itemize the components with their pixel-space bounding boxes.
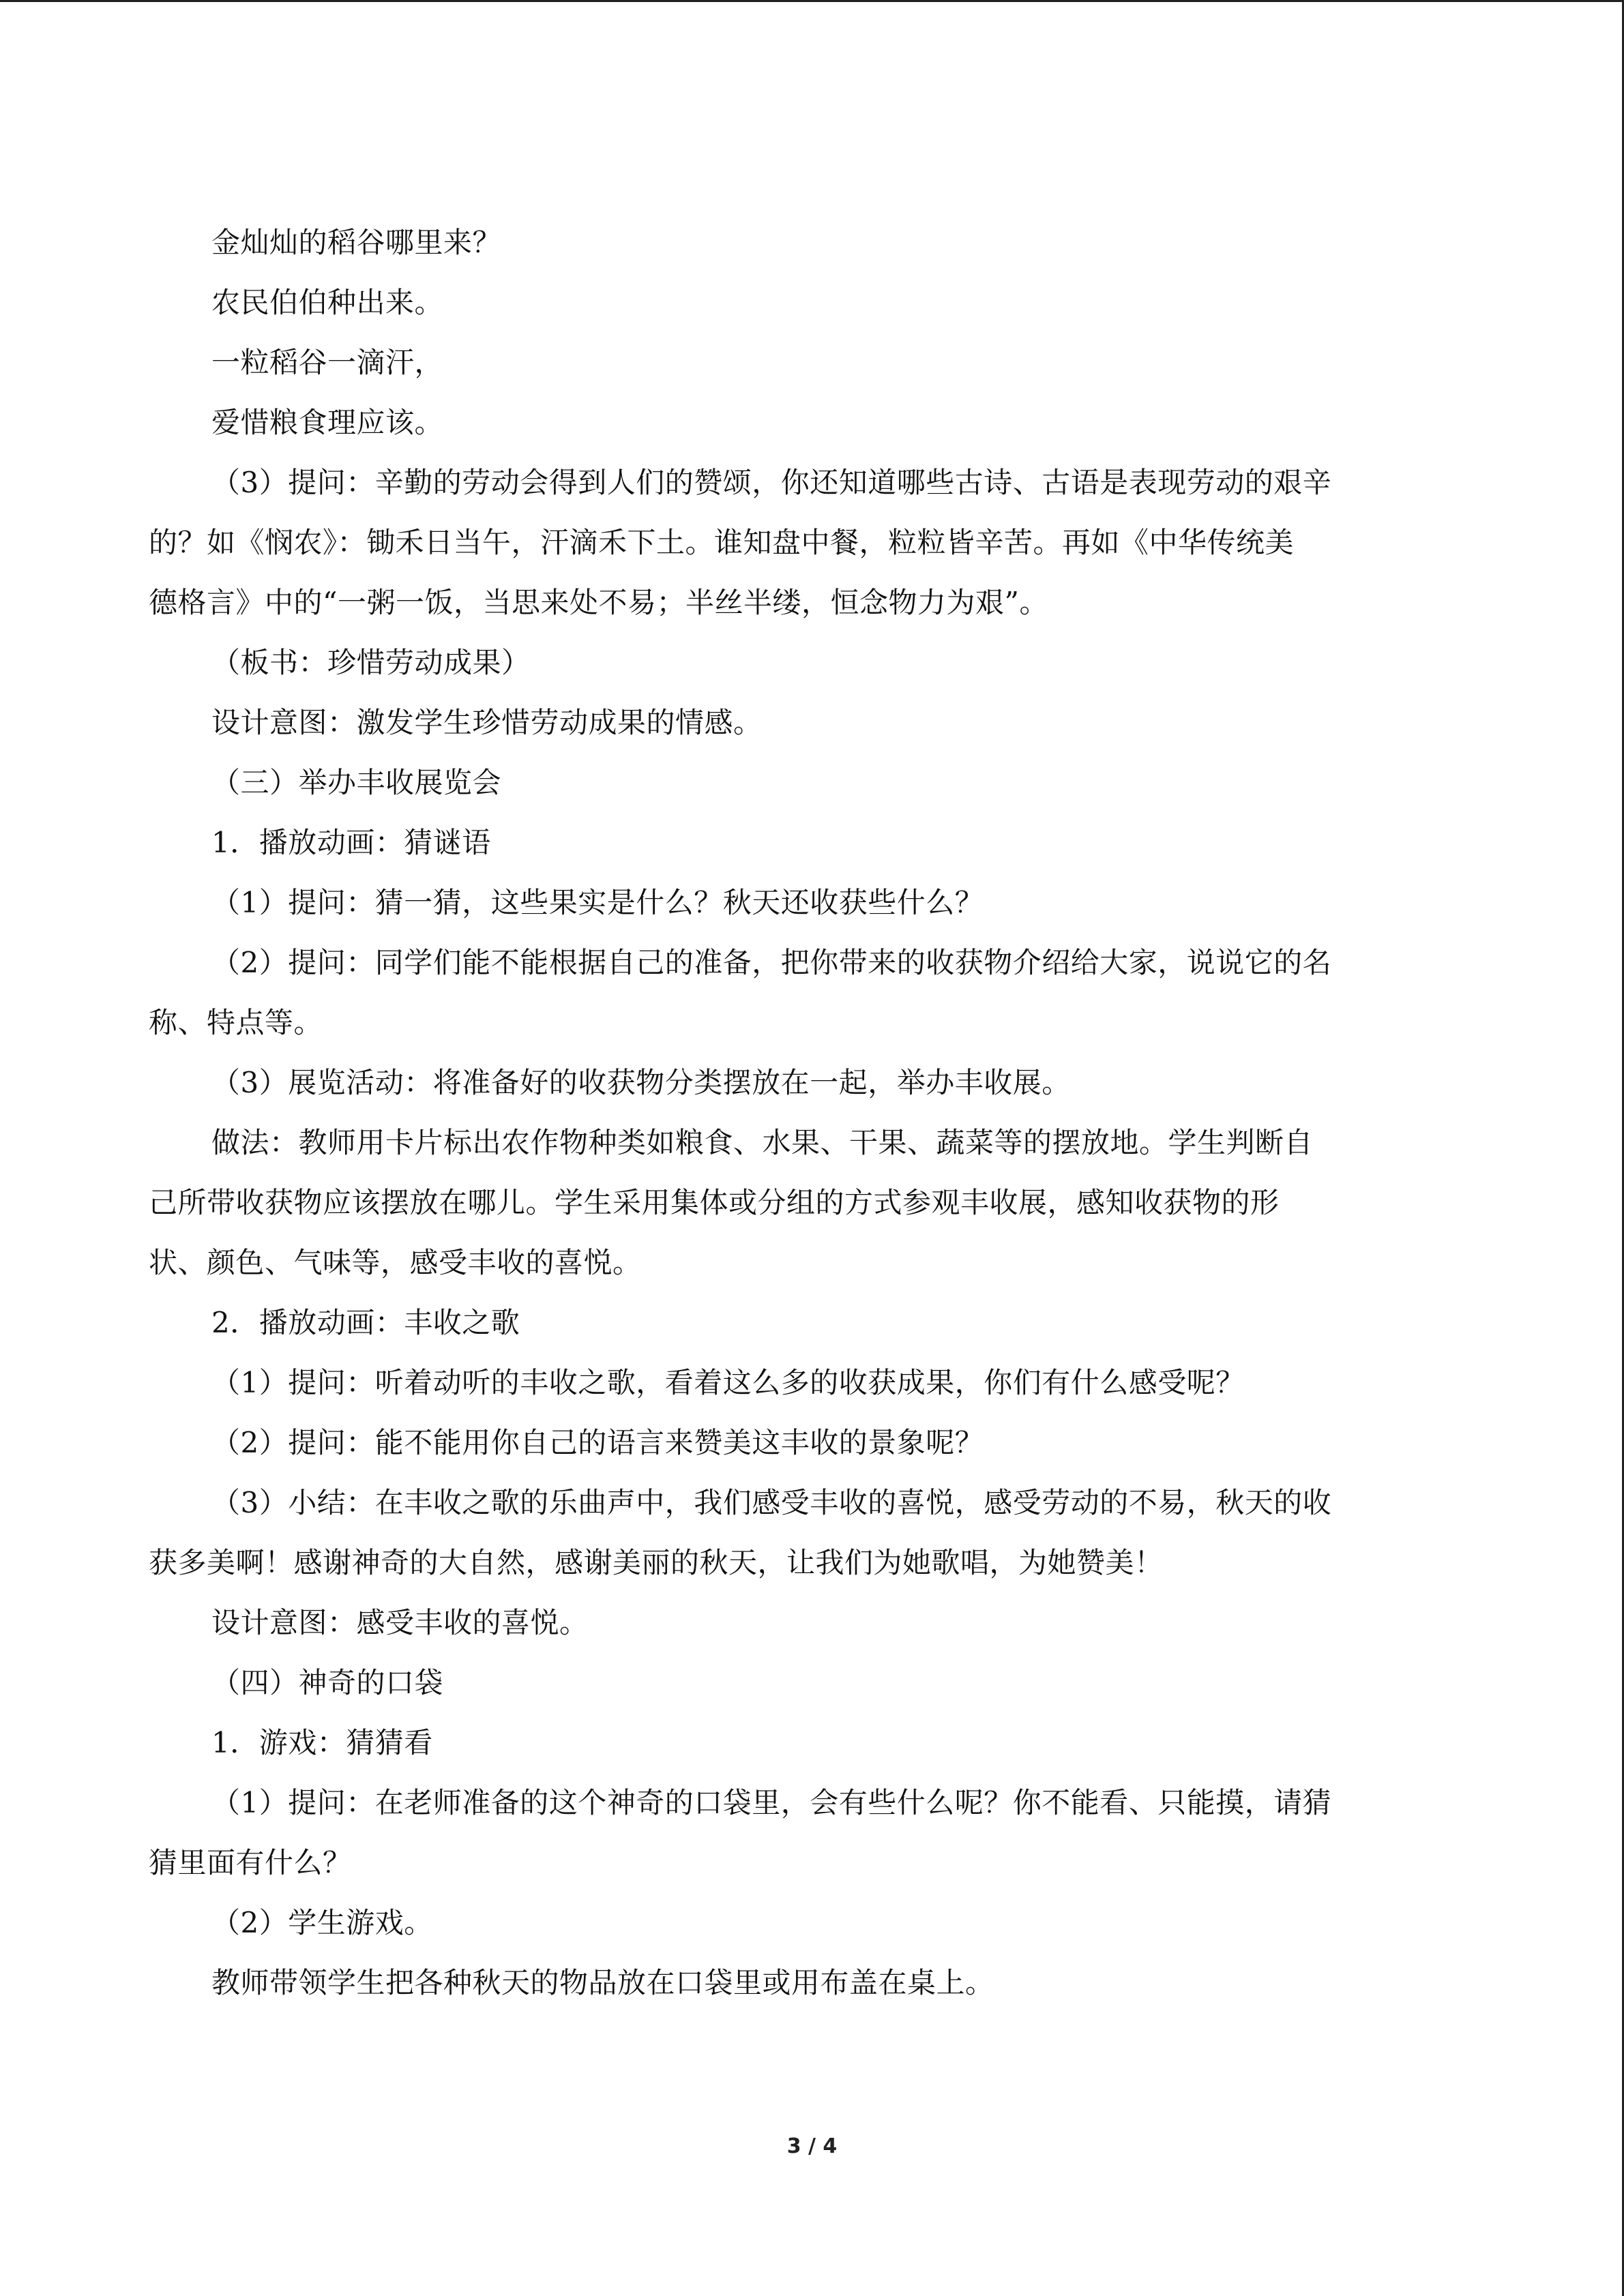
text-line: （2）提问：同学们能不能根据自己的准备，把你带来的收获物介绍给大家，说说它的名 (211, 946, 1332, 979)
section-heading: （三）举办丰收展览会 (211, 766, 502, 799)
text-line: 己所带收获物应该摆放在哪儿。学生采用集体或分组的方式参观丰收展，感知收获物的形 (149, 1186, 1280, 1219)
page-number: 3 / 4 (786, 2134, 838, 2158)
text-line: 一粒稻谷一滴汗， (211, 346, 444, 379)
subsection-heading: 1．播放动画：猜谜语 (211, 826, 491, 859)
text-line: （2）学生游戏。 (211, 1906, 433, 1939)
text-line: （1）提问：听着动听的丰收之歌，看着这么多的收获成果，你们有什么感受呢？ (211, 1366, 1245, 1399)
text-line: （1）提问：在老师准备的这个神奇的口袋里，会有些什么呢？你不能看、只能摸，请猜 (211, 1786, 1332, 1819)
text-line: （1）提问：猜一猜，这些果实是什么？秋天还收获些什么？ (211, 886, 984, 919)
text-line: 爱惜粮食理应该。 (211, 406, 444, 439)
text-line: （3）提问：辛勤的劳动会得到人们的赞颂，你还知道哪些古诗、古语是表现劳动的艰辛 (211, 466, 1332, 499)
text-line: （板书：珍惜劳动成果） (211, 646, 531, 679)
design-intent-line: 设计意图：感受丰收的喜悦。 (211, 1606, 589, 1639)
document-body (149, 213, 1480, 2013)
top-border-rule (0, 0, 1624, 2)
text-line: 状、颜色、气味等，感受丰收的喜悦。 (149, 1246, 642, 1279)
text-line: 金灿灿的稻谷哪里来？ (211, 226, 502, 259)
subsection-heading: 2．播放动画：丰收之歌 (211, 1306, 520, 1339)
text-line: 称、特点等。 (149, 1006, 323, 1039)
design-intent-line: 设计意图：激发学生珍惜劳动成果的情感。 (211, 706, 763, 739)
section-heading: （四）神奇的口袋 (211, 1666, 444, 1699)
text-line: 做法：教师用卡片标出农作物种类如粮食、水果、干果、蔬菜等的摆放地。学生判断自 (211, 1126, 1314, 1159)
text-line: 猜里面有什么？ (149, 1846, 352, 1879)
text-line: 德格言》中的“一粥一饭，当思来处不易；半丝半缕，恒念物力为艰”。 (149, 586, 1048, 619)
text-line: 教师带领学生把各种秋天的物品放在口袋里或用布盖在桌上。 (211, 1966, 994, 1999)
subsection-heading: 1．游戏：猜猜看 (211, 1726, 433, 1759)
text-line: （3）小结：在丰收之歌的乐曲声中，我们感受丰收的喜悦，感受劳动的不易，秋天的收 (211, 1486, 1332, 1519)
text-line: 获多美啊！感谢神奇的大自然，感谢美丽的秋天，让我们为她歌唱，为她赞美！ (149, 1546, 1164, 1579)
text-line: （3）展览活动：将准备好的收获物分类摆放在一起，举办丰收展。 (211, 1066, 1071, 1099)
text-line: 农民伯伯种出来。 (211, 286, 444, 319)
text-line: （2）提问：能不能用你自己的语言来赞美这丰收的景象呢？ (211, 1426, 984, 1459)
text-line: 的？如《悯农》：锄禾日当午，汗滴禾下土。谁知盘中餐，粒粒皆辛苦。再如《中华传统美 (149, 526, 1295, 559)
